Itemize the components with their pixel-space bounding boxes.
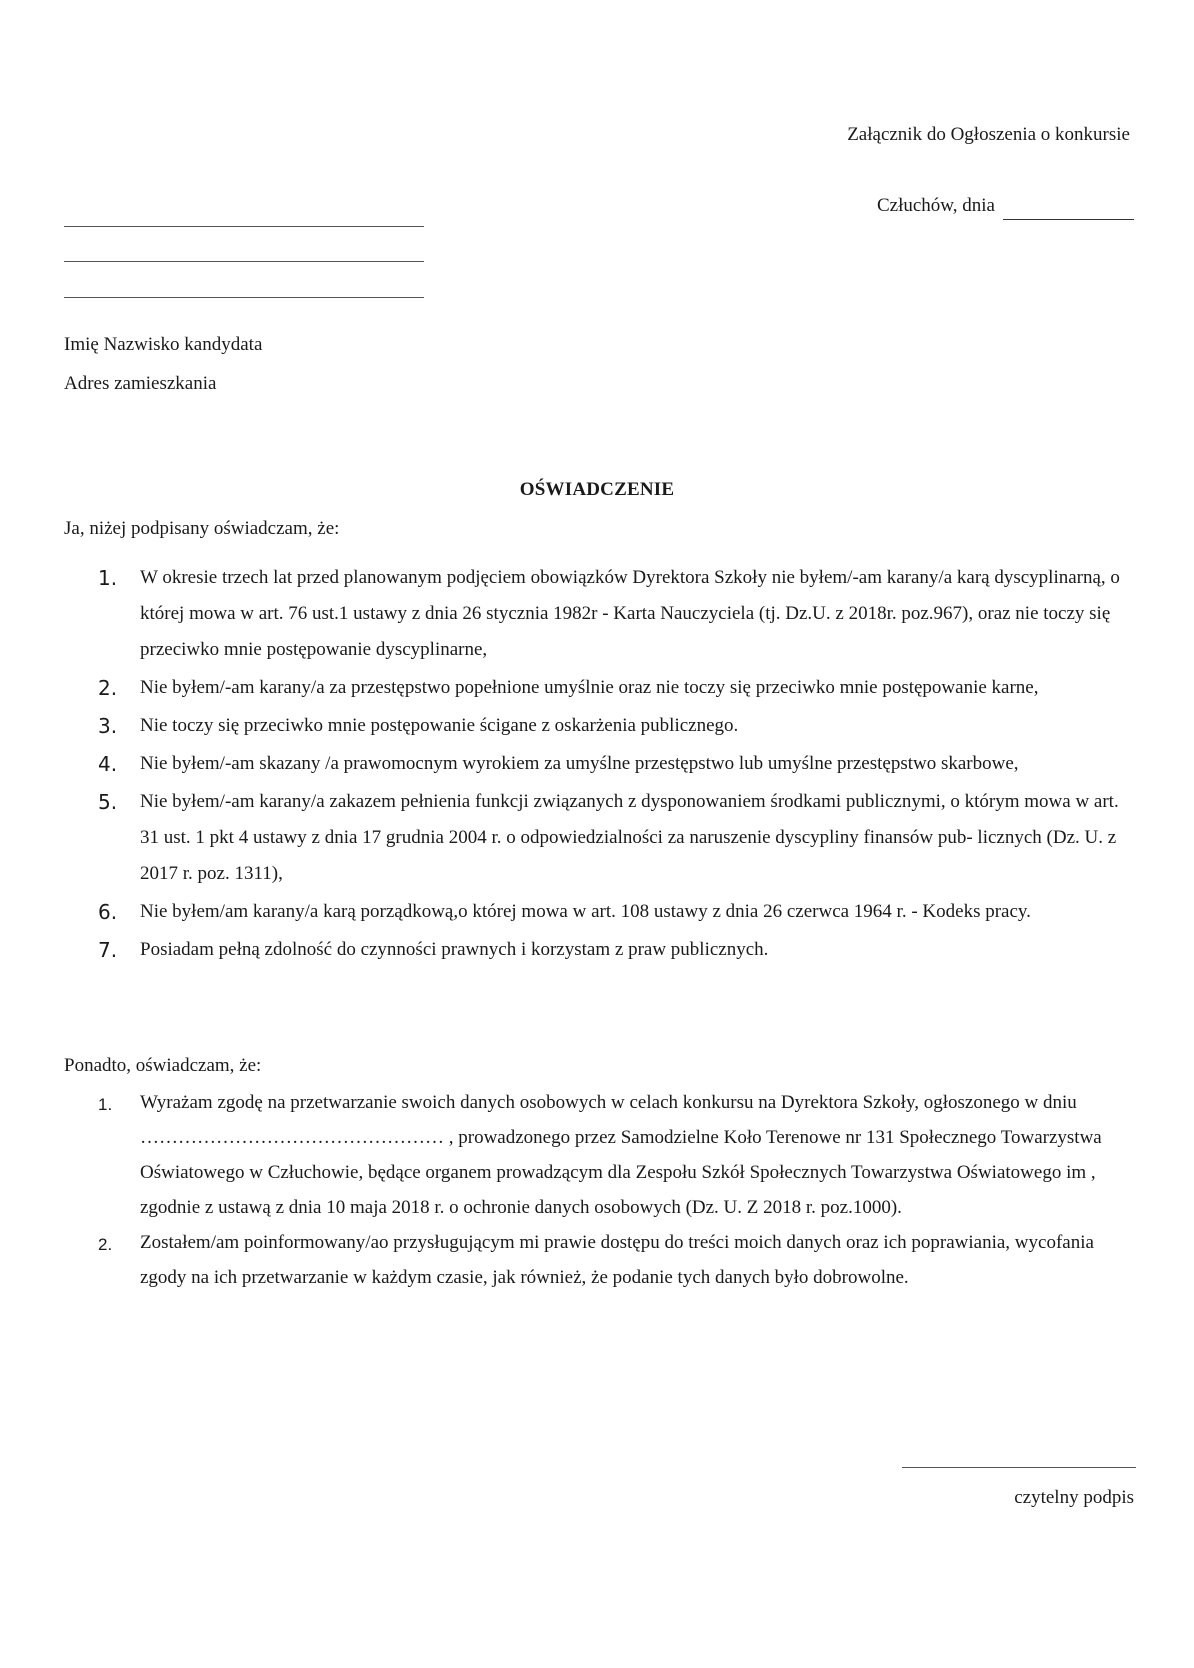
list-item (98, 784, 1138, 892)
document-title: OŚWIADCZENIE (519, 479, 675, 500)
list-item (98, 670, 1138, 706)
item-text: Nie byłem/-am karany/a zakazem pełnienia funkcji związanych z dysponowaniem środkami publicznymi, o którym mowa w art. 31 ust. 1 pkt 4 ustawy z dnia 17 grudnia 2004 r. o odpowiedzialności za naruszenie dyscypliny finansów pub- licznych (Dz. U. z 2017 r. poz. 1311), (140, 791, 1119, 884)
item-number: 2. (98, 676, 118, 700)
place-date-label: Człuchów, dnia (876, 195, 995, 216)
list-item (98, 560, 1138, 668)
further-intro: Ponadto, oświadczam, że: (64, 1055, 262, 1076)
list-item (98, 746, 1138, 782)
list-item (98, 894, 1138, 930)
item-text: Posiadam pełną zdolność do czynności prawnych i korzystam z praw publicznych. (140, 939, 769, 960)
item-number: 3. (98, 714, 118, 738)
further-declaration-list (98, 1085, 1138, 1295)
candidate-address-label: Adres zamieszkania (64, 373, 217, 394)
address-blank-line-2 (64, 297, 424, 298)
place-date (877, 192, 1134, 220)
list-item (98, 708, 1138, 744)
item-text: Zostałem/am poinformowany/ao przysługującym mi prawie dostępu do treści moich danych oraz ich poprawiania, wycofania zgody na ich przetwarzanie w każdym czasie, jak również, że podanie tych danych było dobrowolne. (140, 1232, 1094, 1288)
item-text: Nie toczy się przeciwko mnie postępowanie ścigane z oskarżenia publicznego. (140, 715, 739, 736)
name-blank-line (64, 226, 424, 227)
item-number: 6. (98, 900, 118, 924)
list-item (98, 1085, 1138, 1225)
item-text: Wyrażam zgodę na przetwarzanie swoich danych osobowych w celach konkursu na Dyrektora Szkoły, ogłoszonego w dniu ………………………………………… , prowadzonego przez Samodzielne Koło Terenowe nr 131 Społecznego Towarzystwa Oświatowego w Człuchowie, będące organem prowadzącym dla Zespołu Szkół Społecznych Towarzystwa Oświatowego im , zgodnie z ustawą z dnia 10 maja 2018 r. o ochronie danych osobowych (Dz. U. Z 2018 r. poz.1000). (140, 1092, 1102, 1218)
date-fill-line (1003, 201, 1134, 220)
item-number: 7. (98, 938, 118, 962)
item-number: 5. (98, 790, 118, 814)
signature-line (902, 1467, 1136, 1468)
candidate-name-label: Imię Nazwisko kandydata (64, 334, 263, 355)
item-number: 2. (98, 1235, 113, 1254)
item-number: 1. (98, 566, 118, 590)
list-item (98, 1225, 1138, 1295)
declaration-list (98, 560, 1138, 970)
item-text: Nie byłem/am karany/a karą porządkową,o której mowa w art. 108 ustawy z dnia 26 czerwca 1964 r. - Kodeks pracy. (140, 901, 1031, 922)
address-blank-line-1 (64, 261, 424, 262)
attachment-label: Załącznik do Ogłoszenia o konkursie (847, 124, 1130, 145)
signature-label: czytelny podpis (1014, 1487, 1134, 1508)
item-text: Nie byłem/-am skazany /a prawomocnym wyrokiem za umyślne przestępstwo lub umyślne przestępstwo skarbowe, (140, 753, 1019, 774)
list-item (98, 932, 1138, 968)
item-number: 1. (98, 1095, 113, 1114)
declaration-intro: Ja, niżej podpisany oświadczam, że: (64, 518, 340, 539)
item-text: W okresie trzech lat przed planowanym podjęciem obowiązków Dyrektora Szkoły nie byłem/-am karany/a karą dyscyplinarną, o której mowa w art. 76 ust.1 ustawy z dnia 26 stycznia 1982r - Karta Nauczyciela (tj. Dz.U. z 2018r. poz.967), oraz nie toczy się przeciwko mnie postępowanie dyscyplinarne, (140, 567, 1120, 660)
item-number: 4. (98, 752, 118, 776)
item-text: Nie byłem/-am karany/a za przestępstwo popełnione umyślnie oraz nie toczy się przeciwko mnie postępowanie karne, (140, 677, 1039, 698)
